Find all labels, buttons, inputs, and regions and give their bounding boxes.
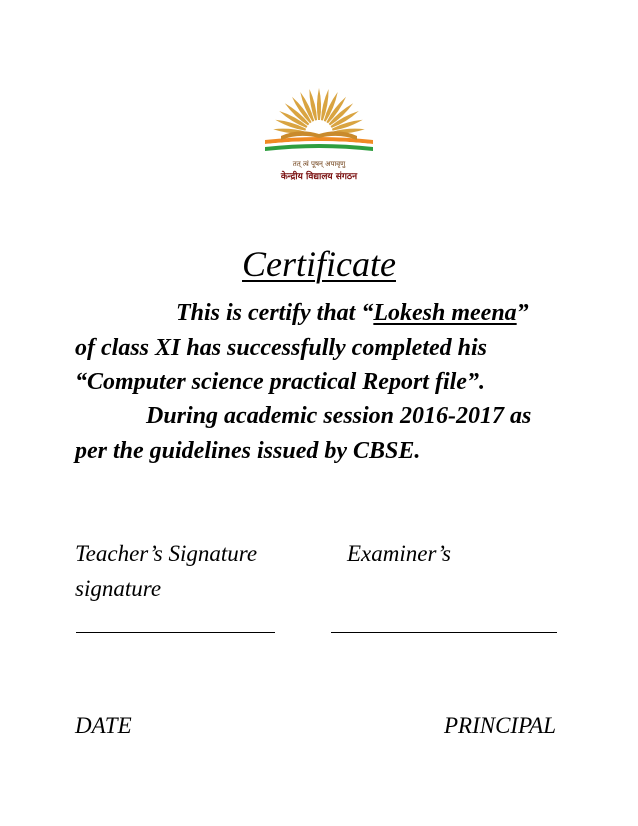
student-name: Lokesh meena	[373, 300, 517, 326]
teacher-signature-label: Teacher’s Signature	[75, 541, 258, 566]
certificate-line-4: During academic session 2016-2017 as	[146, 403, 532, 429]
examiner-signature-label-cont: signature	[75, 576, 162, 601]
certificate-line-3: “Computer science practical Report file”.	[75, 369, 485, 395]
certificate-line-5: per the guidelines issued by CBSE.	[75, 438, 421, 464]
teacher-signature-line	[76, 632, 275, 633]
examiner-signature-line	[331, 632, 557, 633]
logo-motto: तत् त्वं पूषन् अपावृणु	[292, 160, 346, 168]
date-label: DATE	[75, 713, 132, 738]
principal-label: PRINCIPAL	[443, 713, 556, 738]
logo-org-name: केन्द्रीय विद्यालय संगठन	[280, 172, 358, 182]
certificate-line-1	[176, 298, 529, 328]
certificate-title: Certificate	[242, 244, 396, 284]
logo-ray	[317, 88, 321, 120]
examiner-signature-label: Examiner’s	[347, 541, 451, 566]
line1-suffix: ”	[516, 300, 529, 326]
certificate-line-2: of class XI has successfully completed his	[75, 335, 487, 361]
line1-prefix: This is certify that “	[176, 300, 374, 326]
